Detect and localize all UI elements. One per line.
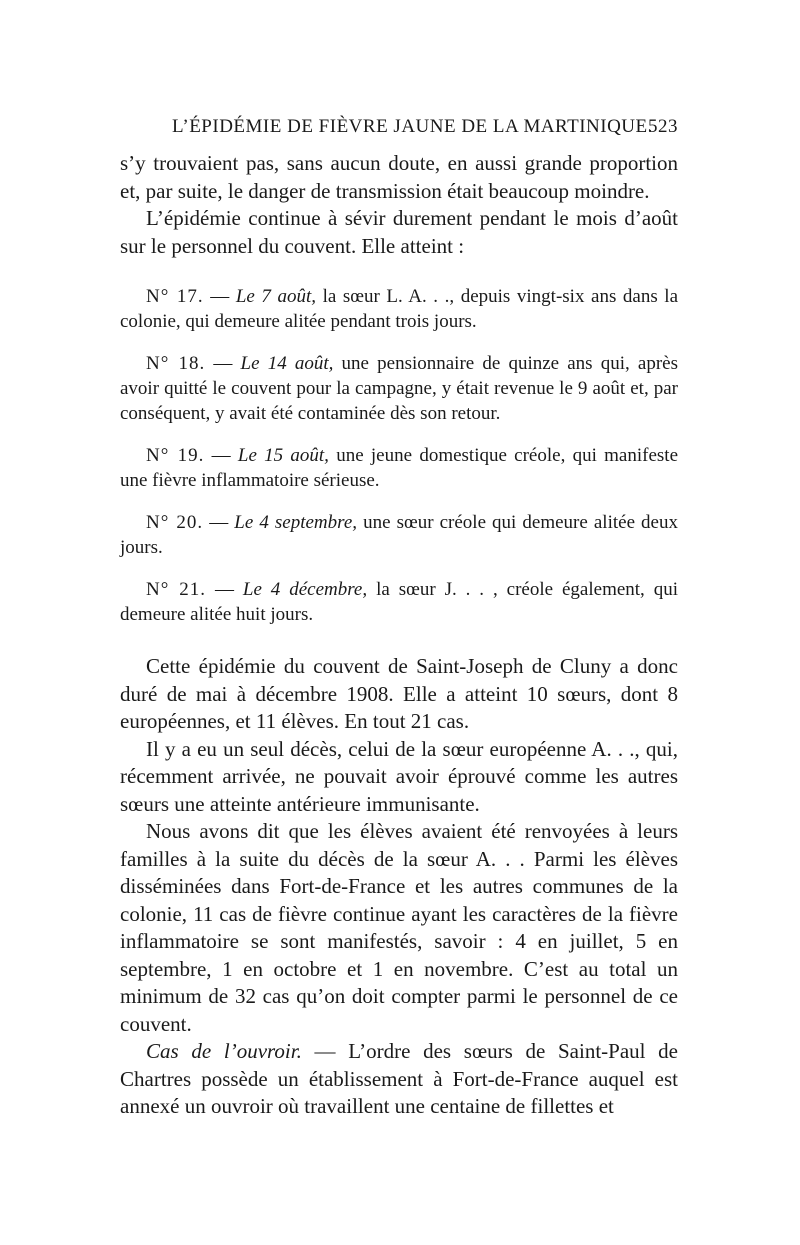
paragraph: Nous avons dit que les élèves avaient été renvoyées à leurs familles à la suite du décès de la sœur A. . . Parmi les élèves disséminées dans Fort-de-France et les autres communes de la colonie, 11 cas de fièvre continue ayant les caractères de la fièvre inflammatoire se sont manifestés, savoir : 4 en juillet, 5 en septembre, 1 en octobre et 1 en novembre. C’est au total un minimum de 32 cas qu’on doit compter parmi le personnel de ce couvent. [120,819,678,1036]
dash: — [314,1039,336,1063]
case-entry [120,510,678,560]
case-number: N° 21. [146,579,206,600]
summary-block [120,653,678,1038]
dash: — [209,512,229,533]
case-text: une pensionnaire de quinze ans qui, après avoir quitté le couvent pour la campagne, y était revenue le 9 août et, par conséquent, y avait été contaminée dès son retour. [120,353,679,424]
paragraph: s’y trouvaient pas, sans aucun doute, en aussi grande proportion et, par suite, le danger de transmission était beaucoup moindre. [120,151,678,203]
ouvroir-text: L’ordre des sœurs de Saint-Paul de Chartres possède un établissement à Fort-de-France auquel est annexé un ouvroir où travaillent une centaine de fillettes et [120,1039,678,1118]
case-number: N° 17. [146,286,204,307]
dash: — [211,445,231,466]
ouvroir-paragraph [120,1038,678,1121]
case-entry [120,351,678,426]
case-text: une sœur créole qui demeure alitée deux jours. [120,512,678,558]
case-text: une jeune domestique créole, qui manifeste une fièvre inflammatoire sérieuse. [120,445,678,491]
case-date: Le 4 septembre, [234,512,358,533]
page-header [120,116,678,146]
case-date: Le 4 décembre, [242,579,368,600]
case-entry [120,577,678,627]
running-title: L’ÉPIDÉMIE DE FIÈVRE JAUNE DE LA MARTINIQUE. [172,116,653,137]
paragraph: Il y a eu un seul décès, celui de la sœur européenne A. . ., qui, récemment arrivée, ne pouvait avoir éprouvé comme les autres sœurs une atteinte antérieure immunisante. [120,736,678,816]
page-number: 523 [648,116,678,137]
dash: — [213,353,233,374]
paragraph: Cette épidémie du couvent de Saint-Joseph de Cluny a donc duré de mai à décembre 1908. Elle a atteint 10 sœurs, dont 8 européennes, et 11 élèves. En tout 21 cas. [120,654,678,733]
body-text [120,150,678,1121]
dash: — [210,286,230,307]
case-entry [120,284,678,334]
case-date: Le 14 août, [240,353,334,374]
case-date: Le 7 août, [235,286,316,307]
dash: — [214,579,234,600]
case-list [120,284,678,627]
case-number: N° 20. [146,512,204,533]
paragraph: L’épidémie continue à sévir durement pendant le mois d’août sur le personnel du couvent. Elle atteint : [120,206,678,258]
case-number: N° 19. [146,445,205,466]
case-date: Le 15 août, [237,445,329,466]
case-number: N° 18. [146,353,206,374]
case-text: la sœur L. A. . ., depuis vingt-six ans dans la colonie, qui demeure alitée pendant trois jours. [120,286,679,332]
case-entry [120,443,678,493]
section-heading: Cas de l’ouvroir. [146,1039,302,1063]
case-text: la sœur J. . . , créole également, qui demeure alitée huit jours. [120,579,679,625]
